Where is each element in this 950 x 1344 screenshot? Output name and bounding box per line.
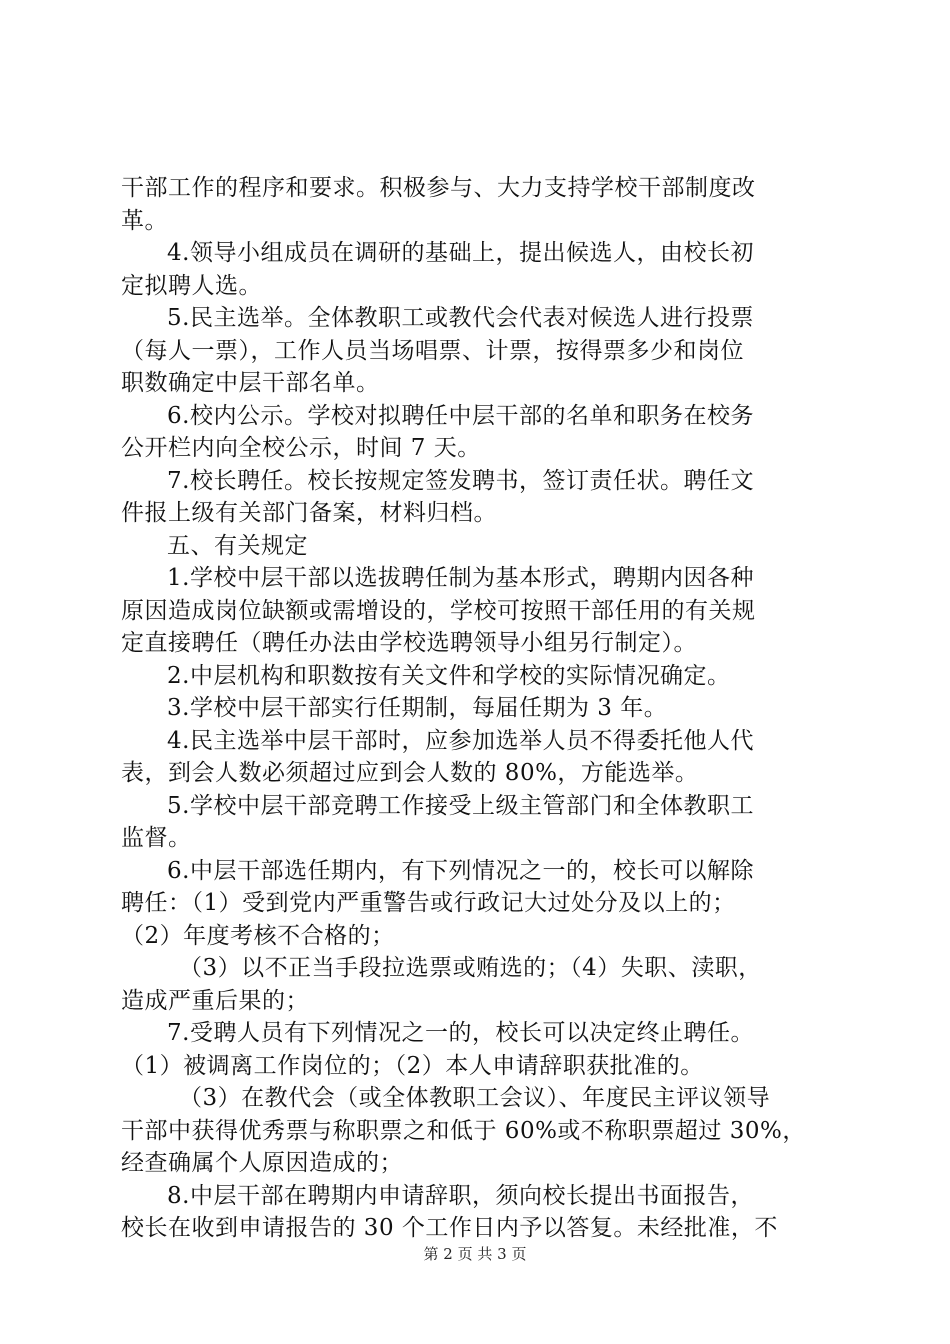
- text-line: （1）被调离工作岗位的；（2）本人申请辞职获批准的。: [121, 1052, 704, 1079]
- text-line: 五、有关规定: [167, 532, 308, 559]
- text-line: 定直接聘任（聘任办法由学校选聘领导小组另行制定）。: [121, 630, 697, 656]
- text-line: 干部中获得优秀票与称职票之和低于 60%或不称职票超过 30%，: [121, 1117, 806, 1144]
- text-line: 5.民主选举。全体教职工或教代会代表对候选人进行投票: [167, 305, 754, 331]
- text-line: 6.中层干部选任期内，有下列情况之一的，校长可以解除: [167, 857, 754, 884]
- text-line: （3）在教代会（或全体教职工会议）、年度民主评议领导: [179, 1085, 771, 1111]
- text-line: 干部工作的程序和要求。积极参与、大力支持学校干部制度改: [121, 175, 756, 201]
- text-line: 7.校长聘任。校长按规定签发聘书，签订责任状。聘任文: [167, 467, 754, 494]
- body-text: [121, 172, 833, 1245]
- text-line: 公开栏内向全校公示，时间 7 天。: [121, 435, 481, 461]
- text-line: 表，到会人数必须超过应到会人数的 80%，方能选举。: [121, 760, 699, 786]
- text-line: 监督。: [121, 825, 192, 851]
- text-line: 原因造成岗位缺额或需增设的，学校可按照干部任用的有关规: [121, 597, 756, 624]
- text-line: 1.学校中层干部以选拔聘任制为基本形式，聘期内因各种: [167, 565, 754, 591]
- text-line: 革。: [121, 207, 168, 234]
- text-line: 校长在收到申请报告的 30 个工作日内予以答复。未经批准，不: [121, 1215, 778, 1241]
- text-line: 经查确属个人原因造成的；: [121, 1150, 403, 1176]
- text-line: 4.民主选举中层干部时，应参加选举人员不得委托他人代: [167, 727, 754, 754]
- text-line: 件报上级有关部门备案，材料归档。: [121, 500, 497, 526]
- text-line: 8.中层干部在聘期内申请辞职，须向校长提出书面报告，: [167, 1182, 754, 1209]
- text-line: 职数确定中层干部名单。: [121, 370, 380, 396]
- page-footer: 第 2 页 共 3 页: [423, 1245, 527, 1263]
- text-line: 5.学校中层干部竞聘工作接受上级主管部门和全体教职工: [167, 792, 754, 819]
- text-line: 定拟聘人选。: [121, 272, 262, 299]
- text-line: 6.校内公示。学校对拟聘任中层干部的名单和职务在校务: [167, 402, 754, 429]
- text-line: 3.学校中层干部实行任期制，每届任期为 3 年。: [167, 695, 668, 721]
- text-line: 7.受聘人员有下列情况之一的，校长可以决定终止聘任。: [167, 1020, 754, 1046]
- text-line: （2）年度考核不合格的；: [121, 922, 395, 949]
- text-line: 2.中层机构和职数按有关文件和学校的实际情况确定。: [167, 662, 731, 689]
- text-line: （每人一票），工作人员当场唱票、计票，按得票多少和岗位: [121, 337, 744, 364]
- text-line: 造成严重后果的；: [121, 987, 309, 1014]
- text-line: 4.领导小组成员在调研的基础上，提出候选人，由校长初: [167, 240, 754, 266]
- text-line: 聘任：（1）受到党内严重警告或行政记大过处分及以上的；: [121, 890, 736, 916]
- text-line: （3）以不正当手段拉选票或贿选的；（4）失职、渎职，: [179, 955, 762, 981]
